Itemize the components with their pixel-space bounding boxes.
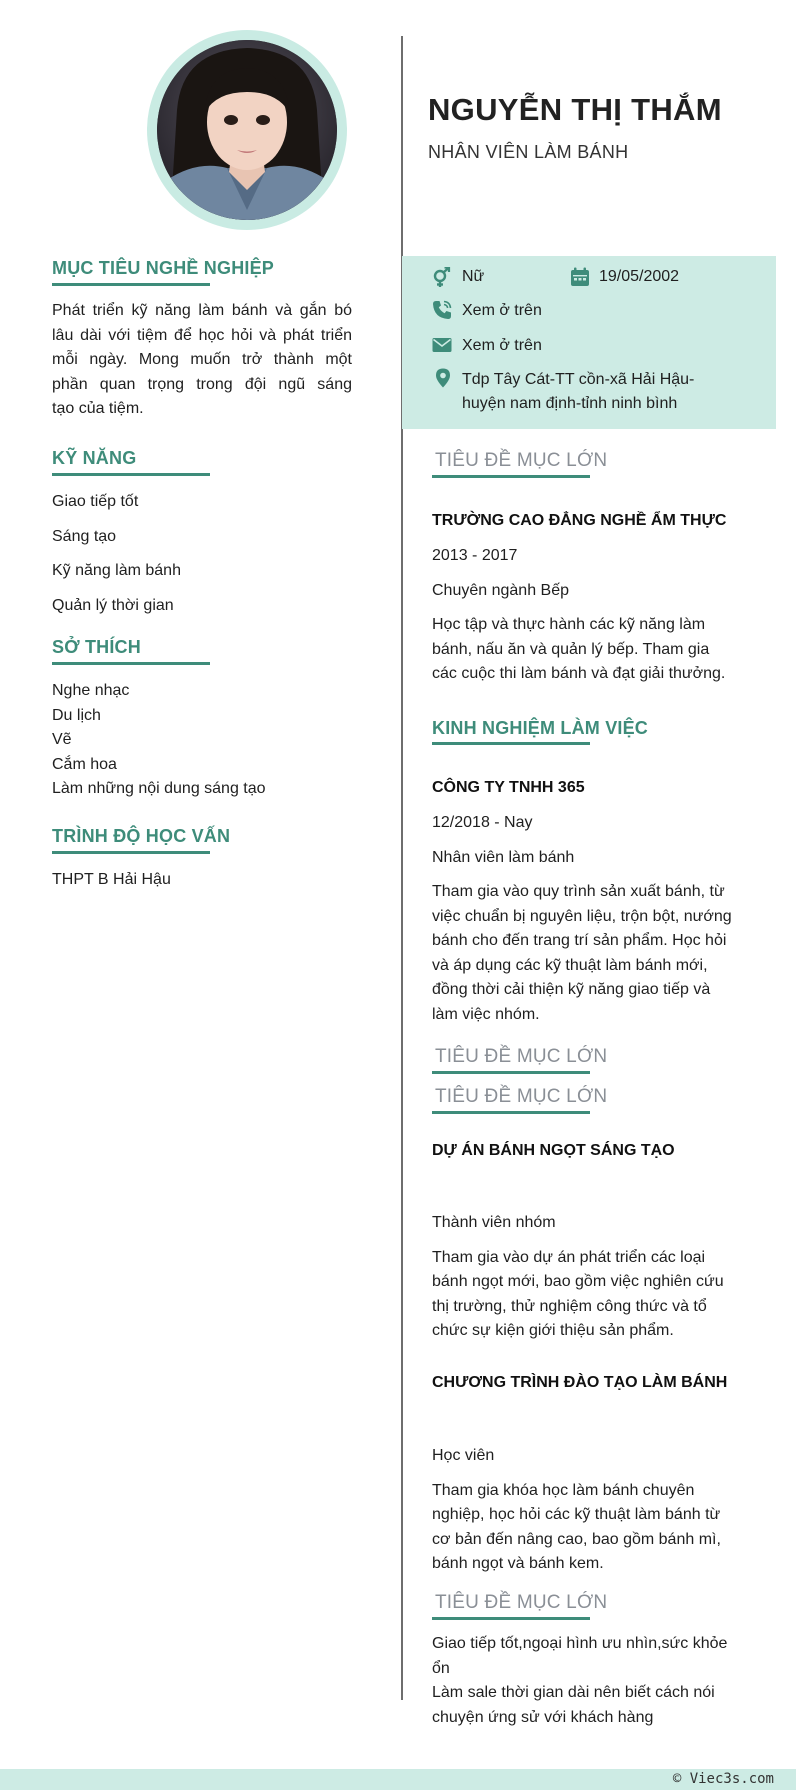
desc-line: bánh ngọt và bánh kem. <box>432 1555 604 1572</box>
skill-item: Kỹ năng làm bánh <box>52 562 181 579</box>
objective-text <box>52 299 352 422</box>
section-title-placeholder: TIÊU ĐỀ MỤC LỚN <box>435 1046 608 1067</box>
section-experience <box>432 718 754 745</box>
phone-value: Xem ở trên <box>462 302 542 319</box>
school-entry <box>432 512 754 687</box>
hobby-item: Nghe nhạc <box>52 682 130 699</box>
hobby-item: Cắm hoa <box>52 755 117 773</box>
job-description <box>432 880 754 1027</box>
desc-line: chức sự kiện giới thiệu sản phẩm. <box>432 1322 674 1339</box>
hobbies-title: SỞ THÍCH <box>52 637 141 657</box>
footer-bar <box>0 1769 796 1790</box>
skills-section <box>52 448 352 628</box>
desc-line: đồng thời cải thiện kỹ năng giao tiếp và <box>432 981 711 998</box>
objective-title: MỤC TIÊU NGHỀ NGHIỆP <box>52 258 275 278</box>
desc-line: bánh, nấu ăn và quản lý bếp. Tham gia <box>432 640 710 658</box>
school-description <box>432 613 754 687</box>
hobby-item: Du lịch <box>52 706 101 724</box>
project-entry <box>432 1142 754 1344</box>
skill-item: Sáng tạo <box>52 527 117 545</box>
candidate-name: NGUYỄN THỊ THẮM <box>428 92 722 127</box>
section-title-placeholder: TIÊU ĐỀ MỤC LỚN <box>435 1086 608 1107</box>
job-period: 12/2018 - Nay <box>432 814 533 831</box>
desc-line: Tham gia vào dự án phát triển các loại <box>432 1248 706 1266</box>
experience-underline <box>432 742 590 745</box>
section-underline <box>432 475 590 478</box>
school-major: Chuyên ngành Bếp <box>432 581 569 599</box>
extra-line: Làm sale thời gian dài nên biết cách nói <box>432 1684 715 1701</box>
section-projects <box>432 1086 754 1114</box>
desc-line: Tham gia khóa học làm bánh chuyên <box>432 1481 695 1499</box>
school-name: TRƯỜNG CAO ĐẲNG NGHỀ ẨM THỰC <box>432 512 727 529</box>
section-extra <box>432 1592 754 1620</box>
project-description <box>432 1246 754 1344</box>
extra-line: ổn <box>432 1659 450 1677</box>
hobby-item: Vẽ <box>52 731 72 748</box>
desc-line: bánh cho đến trang trí sản phẩm. Học hỏi <box>432 932 727 949</box>
birthdate-value: 19/05/2002 <box>599 268 680 285</box>
section-underline <box>432 1071 590 1074</box>
extra-line: Giao tiếp tốt,ngoại hình ưu nhìn,sức khỏe <box>432 1635 728 1652</box>
company-name: CÔNG TY TNHH 365 <box>432 779 585 796</box>
education-underline <box>52 851 210 854</box>
section-title-placeholder: TIÊU ĐỀ MỤC LỚN <box>435 450 608 471</box>
skill-item: Quản lý thời gian <box>52 596 174 614</box>
extra-line: chuyện ứng sử với khách hàng <box>432 1708 654 1726</box>
calendar-icon <box>570 267 590 287</box>
objective-line: lâu dài với tiệm để học hỏi và phát triển <box>52 326 352 344</box>
avatar-ring <box>147 30 347 230</box>
project-name: CHƯƠNG TRÌNH ĐÀO TẠO LÀM BÁNH <box>432 1374 728 1391</box>
skill-item: Giao tiếp tốt <box>52 493 139 510</box>
objective-line: tạo của tiệm. <box>52 400 144 417</box>
project-description <box>432 1479 754 1577</box>
education-text: THPT B Hải Hậu <box>52 871 171 888</box>
hobbies-underline <box>52 662 210 665</box>
avatar <box>157 40 337 220</box>
phone-icon <box>432 300 452 320</box>
avatar-photo <box>157 40 337 220</box>
education-title: TRÌNH ĐỘ HỌC VẤN <box>52 826 231 846</box>
section-underline <box>432 1111 590 1114</box>
email-value: Xem ở trên <box>462 337 542 354</box>
objective-section <box>52 258 352 422</box>
desc-line: nghiệp, học hỏi các kỹ thuật làm bánh từ <box>432 1506 721 1523</box>
hobbies-list <box>52 679 352 802</box>
desc-line: bánh ngọt mới, bao gồm việc nghiên cứu <box>432 1273 724 1290</box>
desc-line: Tham gia vào quy trình sản xuất bánh, từ <box>432 883 725 900</box>
section-placeholder <box>432 1046 754 1074</box>
section-title-placeholder: TIÊU ĐỀ MỤC LỚN <box>435 1592 608 1613</box>
hobbies-section <box>52 637 352 802</box>
project-entry <box>432 1374 754 1577</box>
gender-value: Nữ <box>462 268 485 285</box>
desc-line: Học tập và thực hành các kỹ năng làm <box>432 616 706 633</box>
desc-line: làm việc nhóm. <box>432 1005 540 1023</box>
skills-title: KỸ NĂNG <box>52 448 137 468</box>
education-section <box>52 826 352 893</box>
skills-list <box>52 490 352 628</box>
project-role: Thành viên nhóm <box>432 1214 556 1231</box>
hobby-item: Làm những nội dung sáng tạo <box>52 780 266 797</box>
extra-text <box>432 1632 754 1730</box>
email-icon <box>432 335 452 355</box>
job-entry <box>432 779 754 1027</box>
address-line: huyện nam định-tỉnh ninh bình <box>462 395 678 412</box>
experience-title: KINH NGHIỆM LÀM VIỆC <box>432 718 649 738</box>
skills-underline <box>52 473 210 476</box>
footer-credit: © Viec3s.com <box>672 1771 774 1787</box>
school-period: 2013 - 2017 <box>432 547 518 564</box>
objective-line: phần quan trọng trong đội ngũ sáng <box>52 375 352 393</box>
address-line: Tdp Tây Cát-TT cồn-xã Hải Hậu- <box>462 371 695 388</box>
objective-line: Phát triển kỹ năng làm bánh và gắn bó <box>52 302 352 319</box>
desc-line: thị trường, thử nghiệm công thức và tổ <box>432 1297 707 1315</box>
job-position: Nhân viên làm bánh <box>432 848 575 866</box>
desc-line: việc chuẩn bị nguyên liệu, trộn bột, nướng <box>432 907 732 925</box>
section-education-detail <box>432 450 754 478</box>
objective-line: mỗi ngày. Mong muốn trở thành một <box>52 351 352 368</box>
location-icon <box>433 368 453 388</box>
project-name: DỰ ÁN BÁNH NGỌT SÁNG TẠO <box>432 1142 675 1159</box>
project-role: Học viên <box>432 1447 495 1464</box>
address-value <box>462 368 694 416</box>
candidate-role: NHÂN VIÊN LÀM BÁNH <box>428 142 629 162</box>
objective-underline <box>52 283 210 286</box>
section-underline <box>432 1617 590 1620</box>
desc-line: cơ bản đến nâng cao, bao gồm bánh mì, <box>432 1530 721 1548</box>
gender-icon <box>432 267 452 287</box>
contact-box <box>402 256 776 429</box>
desc-line: và áp dụng các kỹ thuật làm bánh mới, <box>432 956 708 974</box>
desc-line: các cuộc thi làm bánh và đạt giải thưởng. <box>432 665 726 682</box>
